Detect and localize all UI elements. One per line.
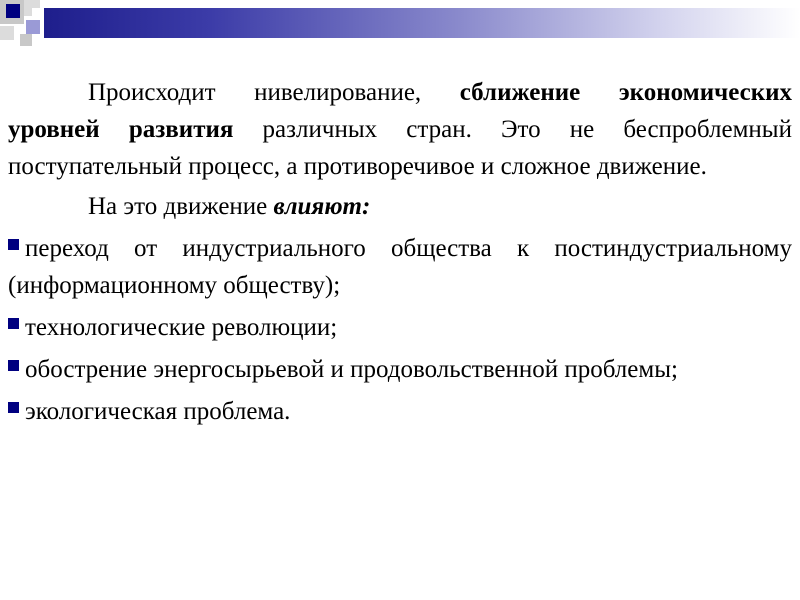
square-bullet-icon (8, 360, 19, 371)
decor-square (6, 4, 20, 18)
paragraph-intro (8, 74, 792, 185)
header-decoration (0, 0, 800, 60)
list-item (8, 309, 792, 346)
influence-emphasis: влияют: (273, 193, 371, 220)
square-bullet-icon (8, 318, 19, 329)
list-item (8, 351, 792, 388)
intro-bold: сближение экономических уровней развития (8, 79, 793, 143)
list-item-text: обострение энергосырьевой и продовольственной проблемы; (25, 356, 678, 383)
square-bullet-icon (8, 402, 19, 413)
square-bullet-icon (8, 239, 19, 250)
list-item-text: переход от индустриального общества к постиндустриальному (информационному обществу); (8, 235, 792, 299)
decor-square (32, 8, 42, 18)
list-item (8, 230, 792, 304)
influence-text: На это движение (88, 193, 274, 220)
decor-square (0, 26, 14, 40)
intro-text-2: различных стран. Это не беспроблемный поступательный процесс, а противоречивое и сложное движение. (8, 116, 792, 180)
decor-square (26, 20, 40, 34)
paragraph-influence (8, 188, 792, 225)
header-gradient-band (44, 8, 800, 38)
list-item (8, 393, 792, 430)
bullet-list (8, 230, 792, 430)
decor-square (20, 34, 32, 46)
intro-text-1: Происходит нивелирование, (88, 79, 460, 106)
slide-content (8, 74, 792, 430)
list-item-text: экологическая проблема. (25, 398, 291, 425)
list-item-text: технологические революции; (25, 314, 338, 341)
